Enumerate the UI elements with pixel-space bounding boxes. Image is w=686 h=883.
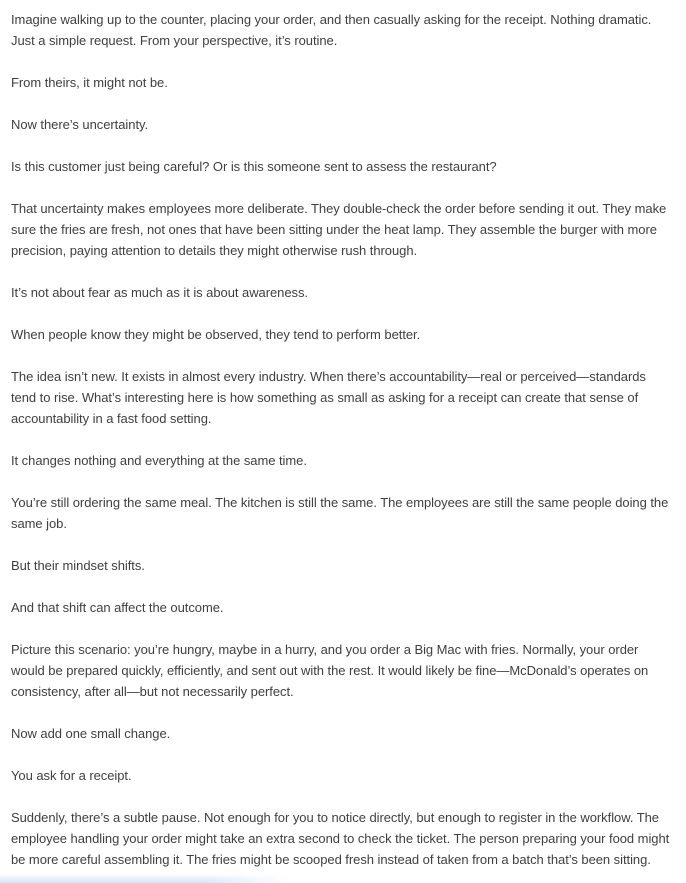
paragraph: And that shift can affect the outcome. <box>11 600 224 615</box>
link-preview-bubble <box>0 874 292 883</box>
paragraph: When people know they might be observed, they tend to perform better. <box>11 327 421 342</box>
paragraph: Is this customer just being careful? Or is this someone sent to assess the restaurant? <box>11 159 497 174</box>
paragraph: From theirs, it might not be. <box>11 75 168 90</box>
paragraph: You’re still ordering the same meal. The kitchen is still the same. The employees are still the same people doing the same job. <box>11 495 669 531</box>
paragraph: Suddenly, there’s a subtle pause. Not enough for you to notice directly, but enough to register in the workflow. The employee handling your order might take an extra second to check the ticket. The person preparing your food might be more careful assembling it. The fries might be scooped fresh instead of taken from a batch that’s been sitting. <box>11 810 670 867</box>
paragraph: It changes nothing and everything at the same time. <box>11 453 307 468</box>
paragraph: Now add one small change. <box>11 726 171 741</box>
paragraph: The idea isn’t new. It exists in almost every industry. When there’s accountability—real or perceived—standards tend to rise. What’s interesting here is how something as small as asking for a receipt can create that sense of accountability in a fast food setting. <box>11 369 646 426</box>
paragraph: You ask for a receipt. <box>11 768 132 783</box>
paragraph: It’s not about fear as much as it is about awareness. <box>11 285 308 300</box>
paragraph: Picture this scenario: you’re hungry, maybe in a hurry, and you order a Big Mac with fries. Normally, your order would be prepared quickly, efficiently, and sent out with the rest. It would likely be fine—McDonald’s operates on consistency, after all—but not necessarily perfect. <box>11 642 649 699</box>
paragraph: Now there’s uncertainty. <box>11 117 149 132</box>
paragraph: That uncertainty makes employees more deliberate. They double-check the order before sending it out. They make sure the fries are fresh, not ones that have been sitting under the heat lamp. They assemble the burger with more precision, paying attention to details they might otherwise rush through. <box>11 201 667 258</box>
paragraph: But their mindset shifts. <box>11 558 145 573</box>
paragraph: Imagine walking up to the counter, placing your order, and then casually asking for the receipt. Nothing dramatic. Just a simple request. From your perspective, it’s routine. <box>11 12 652 48</box>
